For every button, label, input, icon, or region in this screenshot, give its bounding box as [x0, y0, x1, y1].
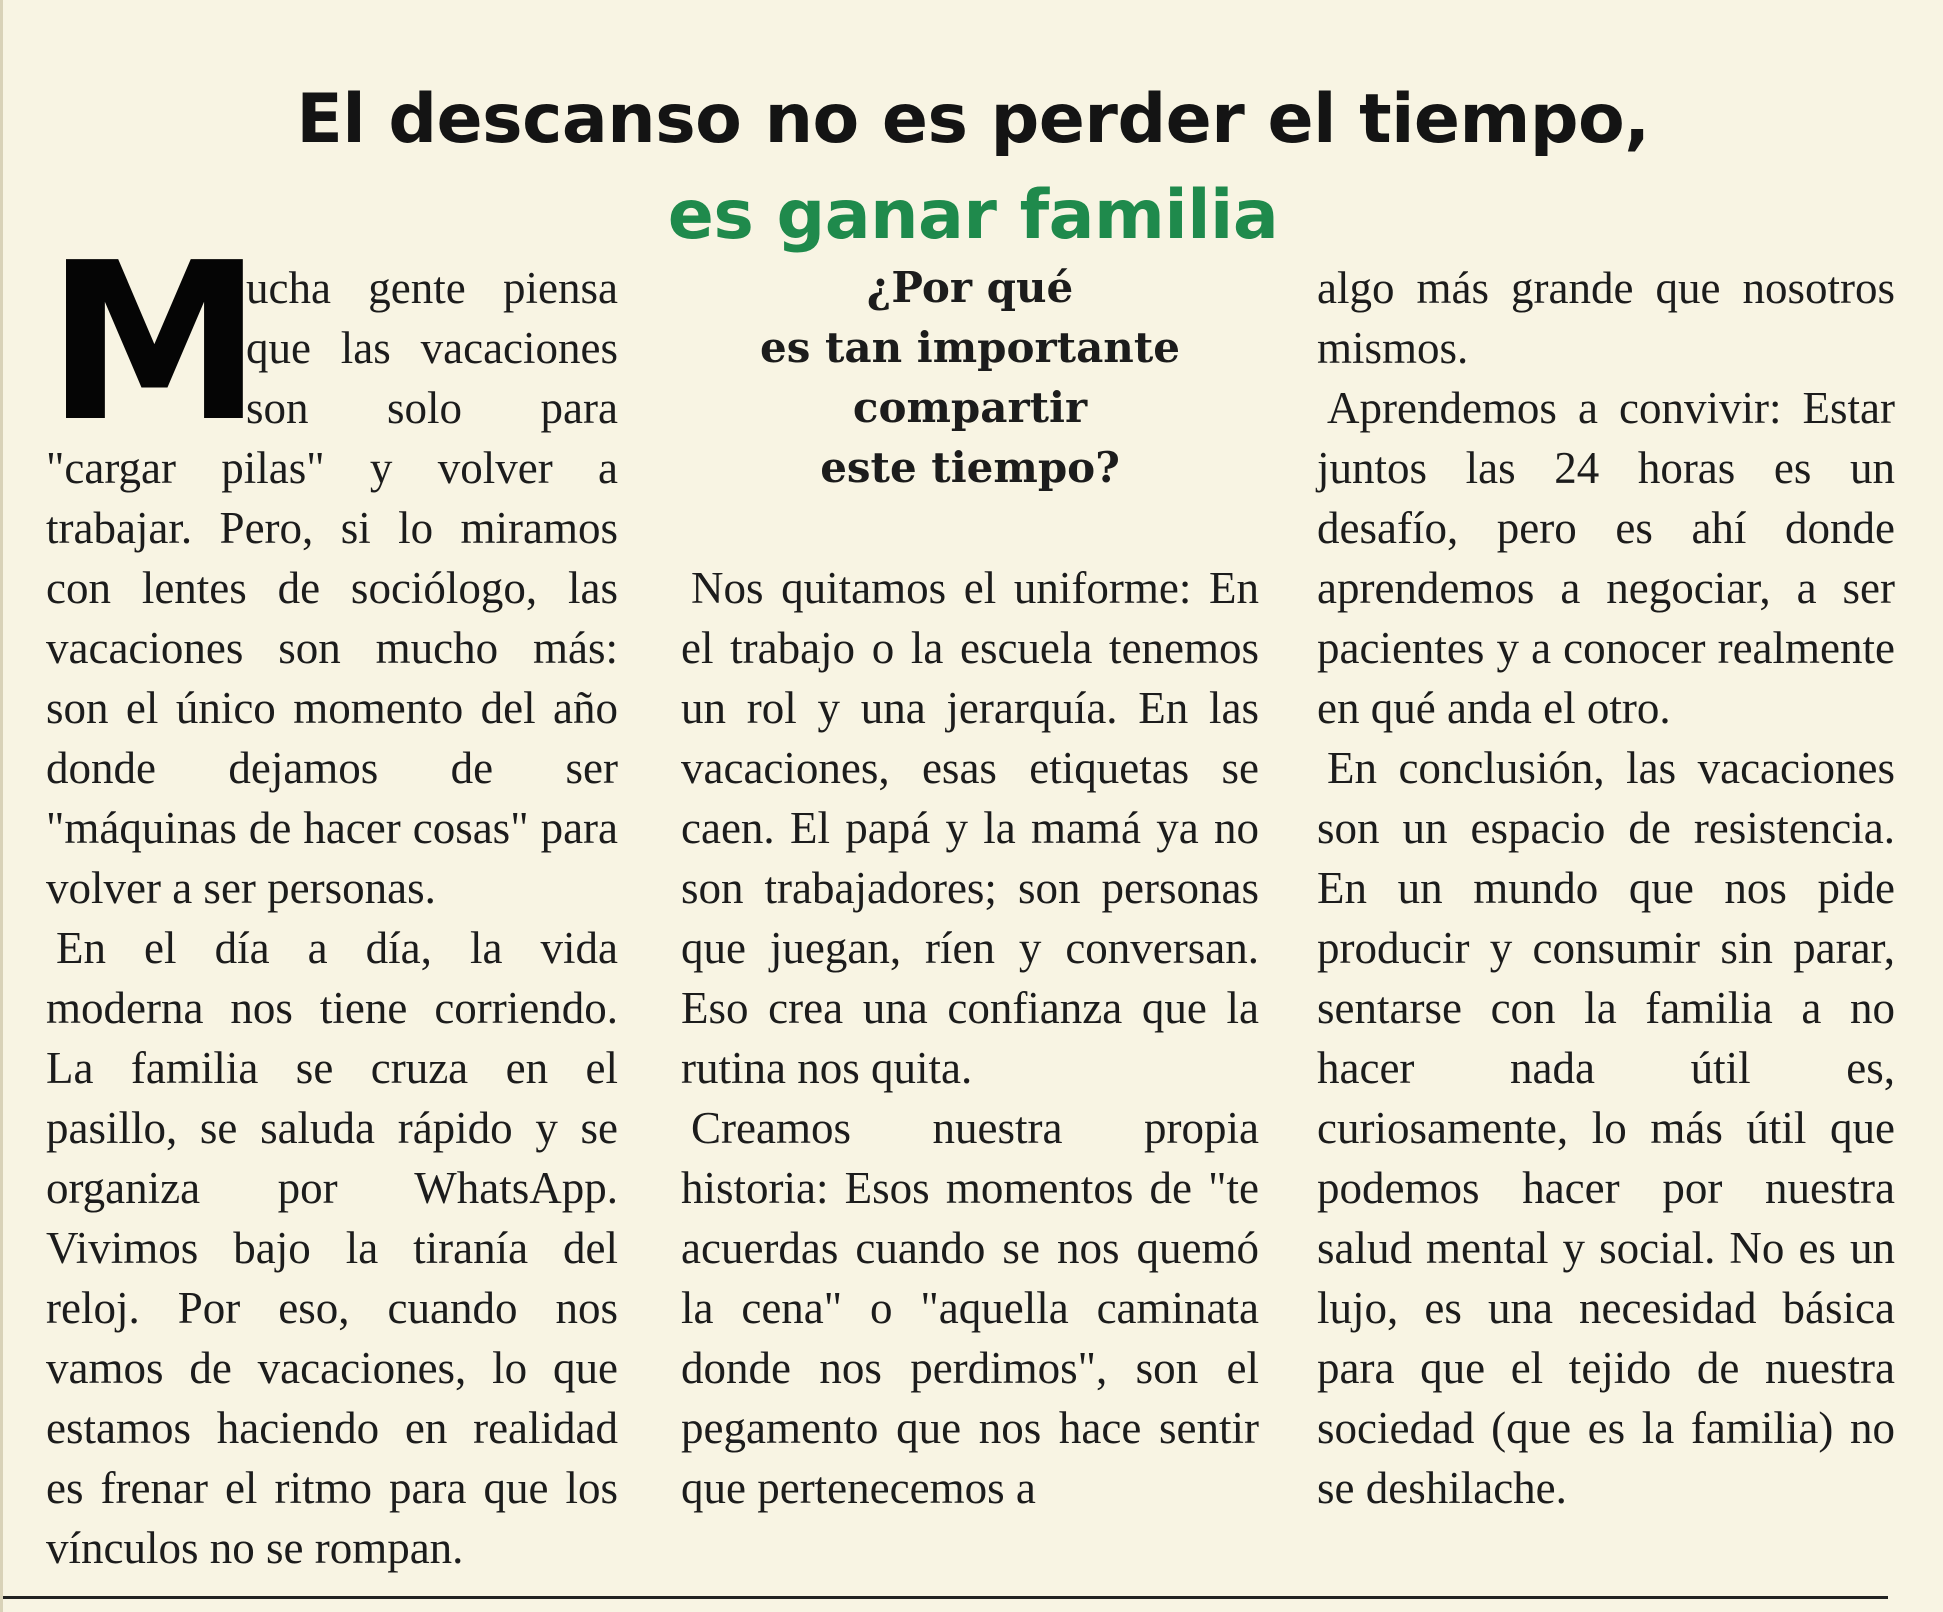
paragraph: Creamos nuestra propia historia: Esos momentos de "te acuerdas cuando se nos quemó la cena" o "aquella caminata donde nos perdimos", son el pegamento que nos hace sentir que pertenecemos a: [681, 1103, 1259, 1513]
headline-line-2: es ganar familia: [667, 175, 1279, 255]
article-headline: [3, 72, 1943, 264]
column-2: [681, 258, 1259, 1518]
paragraph: algo más grande que nosotros mismos.: [1317, 263, 1895, 373]
column-3: [1317, 258, 1895, 1518]
drop-cap: M: [46, 217, 255, 470]
column-1: [46, 217, 618, 1578]
paragraph: Nos quitamos el uniforme: En el trabajo o la escuela tenemos un rol y una jerarquía. En las vacaciones, esas etiquetas se caen. El papá y la mamá ya no son trabajadores; son personas que juegan, ríen y conversan. Eso crea una confianza que la rutina nos quita.: [681, 563, 1259, 1093]
paragraph-text: ucha gente piensa que las vacaciones son solo para "cargar pilas" y volver a trabajar. Pero, si lo miramos con lentes de sociólogo, las vacaciones son mucho más: son el único momento del año donde dejamos de ser "máquinas de hacer cosas" para volver a ser personas.: [46, 263, 618, 913]
section-subheading: [681, 258, 1259, 498]
paragraph: En conclusión, las vacaciones son un espacio de resistencia. En un mundo que nos pide producir y consumir sin parar, sentarse con la familia a no hacer nada útil es, curiosamente, lo más útil que podemos hacer por nuestra salud mental y social. No es un lujo, es una necesidad básica para que el tejido de nuestra sociedad (que es la familia) no se deshilache.: [1317, 743, 1895, 1513]
headline-line-1: El descanso no es perder el tiempo,: [296, 79, 1650, 159]
paragraph: [46, 217, 618, 918]
subheading-line: es tan importante: [760, 323, 1180, 372]
subheading-line: este tiempo?: [820, 443, 1120, 492]
subheading-line: compartir: [852, 383, 1088, 432]
bottom-rule: [3, 1596, 1888, 1599]
subheading-line: ¿Por qué: [866, 263, 1074, 312]
paragraph: En el día a día, la vida moderna nos tiene corriendo. La familia se cruza en el pasillo, se saluda rápido y se organiza por WhatsApp. Vivimos bajo la tiranía del reloj. Por eso, cuando nos vamos de vacaciones, lo que estamos haciendo en realidad es frenar el ritmo para que los vínculos no se rompan.: [46, 923, 618, 1573]
article-columns: [46, 217, 1895, 1573]
paragraph: Aprendemos a convivir: Estar juntos las 24 horas es un desafío, pero es ahí donde aprendemos a negociar, a ser pacientes y a conocer realmente en qué anda el otro.: [1317, 383, 1895, 733]
